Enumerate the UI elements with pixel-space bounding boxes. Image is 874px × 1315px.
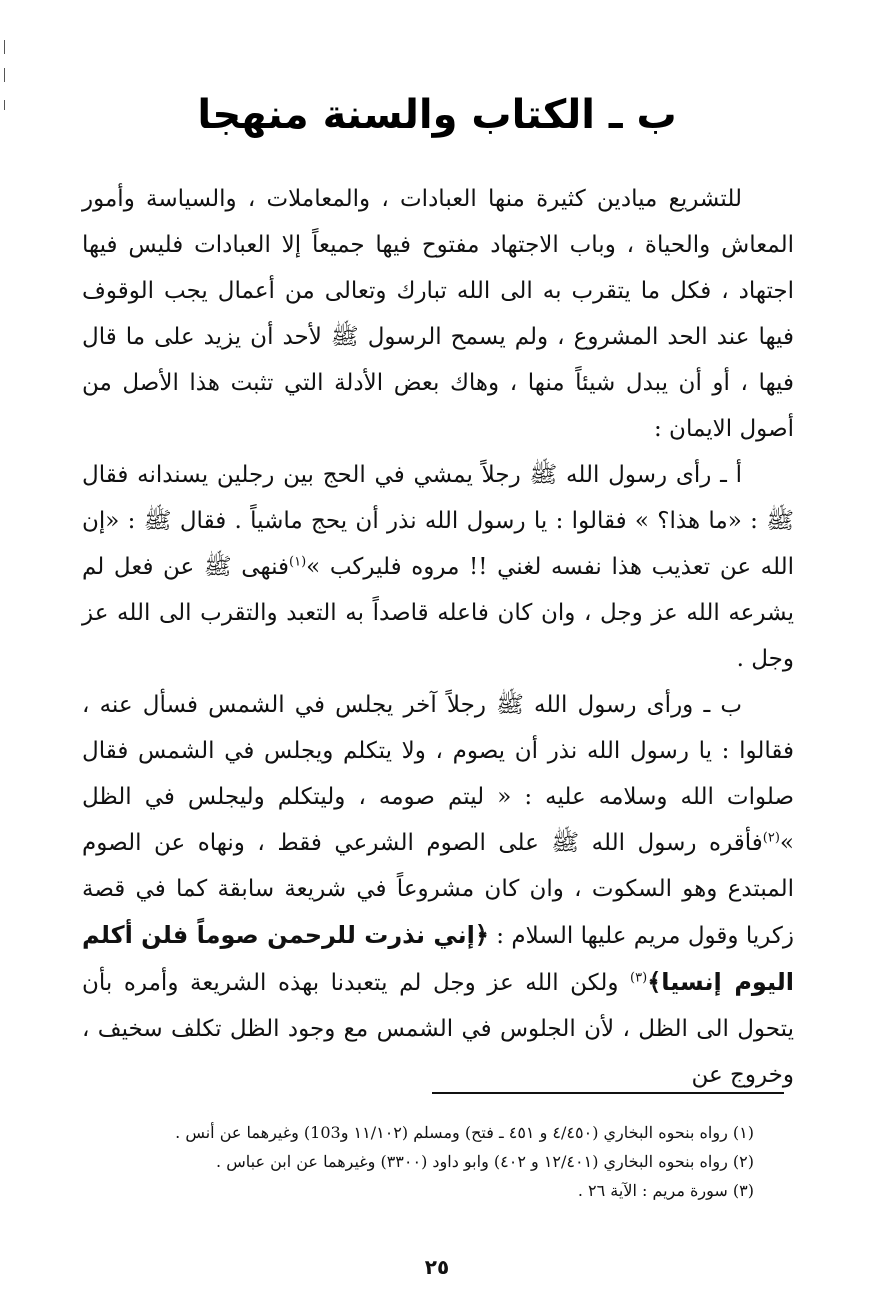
margin-mark <box>4 40 5 54</box>
margin-mark <box>4 68 5 82</box>
footnote-ref-3: (٣) <box>630 970 648 986</box>
margin-mark <box>4 100 5 110</box>
footnote-separator <box>432 1092 784 1094</box>
paragraph-a <box>82 452 794 682</box>
paragraph-b-continuation: فأقره رسول الله ﷺ على الصوم الشرعي فقط ، ونهاه عن الصوم المبتدع وهو السكوت ، وان كان مشروعاً في شريعة سابقة كما في قصة زكريا وقول مريم عليها السلام : <box>82 830 794 949</box>
paragraph-b-text: ب ـ ورأى رسول الله ﷺ رجلاً آخر يجلس في الشمس فسأل عنه ، فقالوا : يا رسول الله نذر أن يصوم ، ولا يتكلم ويجلس في الشمس فقال صلوات الله وسلامه عليه : « ليتم صومه ، وليتكلم وليجلس في الظل » <box>82 692 794 856</box>
paragraph-b-ending: ولكن الله عز وجل لم يتعبدنا بهذه الشريعة وأمره بأن يتحول الى الظل ، لأن الجلوس في الشمس مع وجود الظل تكلف سخيف ، وخروج عن <box>82 970 794 1088</box>
section-title: ب ـ الكتاب والسنة منهجا <box>197 91 677 138</box>
footnote-3: (٣) سورة مريم : الآية ٢٦ . <box>577 1181 754 1200</box>
footnote-2: (٢) رواه بنحوه البخاري (١٢/٤٠١ و ٤٠٢) وابو داود (٣٣٠٠) وغيرهما عن ابن عباس . <box>216 1152 754 1171</box>
paragraph-a-text: أ ـ رأى رسول الله ﷺ رجلاً يمشي في الحج بين رجلين يسندانه فقال ﷺ : «ما هذا؟ » فقالوا : يا رسول الله نذر أن يحج ماشياً . فقال ﷺ : «إن الله عن تعذيب هذا نفسه لغني !! مروه فليركب » <box>82 462 795 580</box>
footnotes <box>104 1118 754 1205</box>
paragraph-intro: للتشريع ميادين كثيرة منها العبادات ، والمعاملات ، والسياسة وأمور المعاش والحياة ، وباب الاجتهاد مفتوح فيها جميعاً إلا العبادات فليس فيها اجتهاد ، فكل ما يتقرب به الى الله تبارك وتعالى من أعمال يجب الوقوف فيها عند الحد المشروع ، ولم يسمح الرسول ﷺ لأحد أن يزيد على ما قال فيها ، أو أن يبدل شيئاً منها ، وهاك بعض الأدلة التي تثبت هذا الأصل من أصول الايمان : <box>82 186 794 442</box>
footnote-ref-1: (١) <box>289 554 307 570</box>
footnote-ref-2: (٢) <box>762 830 780 846</box>
footnote-1: (١) رواه بنحوه البخاري (٤/٤٥٠ و ٤٥١ ـ فتح) ومسلم (١١/١٠٢ و103) وغيرهما عن أنس . <box>175 1123 754 1142</box>
body-text <box>82 176 794 1098</box>
paragraph-a-continuation: فنهى ﷺ عن فعل لم يشرعه الله عز وجل ، وان كان فاعله قاصداً به التعبد والتقرب الى الله عز وجل . <box>82 554 794 672</box>
page-number: ٢٥ <box>424 1255 450 1279</box>
quran-verse: ﴿إني نذرت للرحمن صوماً فلن أكلم اليوم إنسيا﴾ <box>82 921 794 996</box>
paragraph-b <box>82 682 794 1098</box>
